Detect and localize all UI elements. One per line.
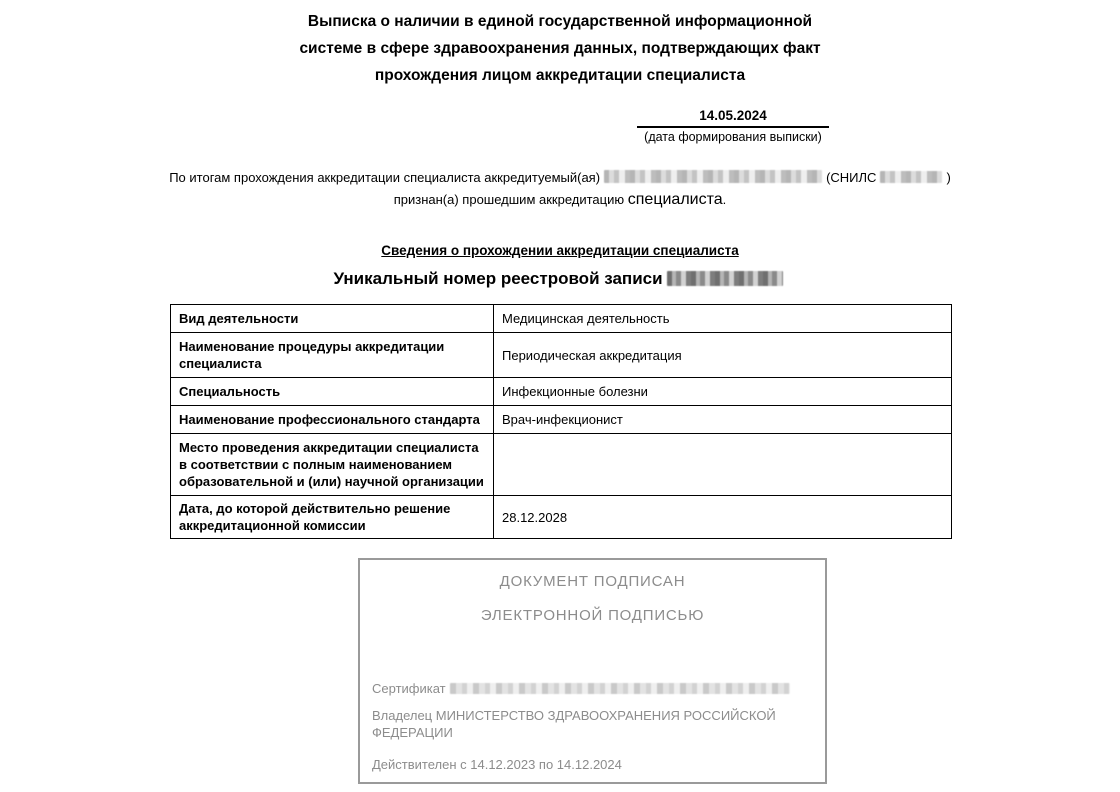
formation-date-block xyxy=(637,108,829,144)
signature-heading-line-1: ДОКУМЕНТ ПОДПИСАН xyxy=(499,573,686,590)
intro-specialist-emphasis: специалиста xyxy=(627,191,723,208)
row-value-procedure-name: Периодическая аккредитация xyxy=(494,333,952,378)
row-value-accreditation-place xyxy=(494,434,952,496)
signature-heading-line-2: ЭЛЕКТРОННОЙ ПОДПИСЬЮ xyxy=(480,607,705,624)
intro-paragraph xyxy=(0,167,1120,211)
row-label-professional-standard: Наименование профессионального стандарта xyxy=(171,406,494,434)
table-row xyxy=(171,305,952,333)
redacted-registry-number xyxy=(667,271,783,286)
signature-validity-line: Действителен с 14.12.2023 по 14.12.2024 xyxy=(372,757,622,772)
document-title-line-2: системе в сфере здравоохранения данных, подтверждающих факт xyxy=(299,40,821,57)
intro-period: . xyxy=(722,192,727,207)
table-row xyxy=(171,406,952,434)
table-row xyxy=(171,434,952,496)
row-value-professional-standard: Врач-инфекционист xyxy=(494,406,952,434)
redacted-certificate-number xyxy=(450,683,790,694)
registry-number-label: Уникальный номер реестровой записи xyxy=(333,269,663,288)
certificate-label: Сертификат xyxy=(372,681,446,696)
row-value-valid-until-date: 28.12.2028 xyxy=(494,496,952,539)
snils-label: (СНИЛС xyxy=(826,170,877,185)
intro-text-before-name: По итогам прохождения аккредитации специалиста аккредитуемый(ая) xyxy=(169,170,601,185)
accreditation-details-table xyxy=(170,304,952,539)
document-title xyxy=(0,8,1120,89)
section-title: Сведения о прохождении аккредитации специалиста xyxy=(381,243,739,258)
row-label-valid-until-date: Дата, до которой действительно решение аккредитационной комиссии xyxy=(171,496,494,539)
row-value-activity-type: Медицинская деятельность xyxy=(494,305,952,333)
row-label-accreditation-place: Место проведения аккредитации специалиста в соответствии с полным наименованием образовательной и (или) научной организации xyxy=(171,434,494,496)
electronic-signature-stamp xyxy=(358,558,827,784)
table-row xyxy=(171,333,952,378)
document-title-line-3: прохождения лицом аккредитации специалиста xyxy=(374,67,746,84)
row-label-procedure-name: Наименование процедуры аккредитации специалиста xyxy=(171,333,494,378)
intro-line-2 xyxy=(0,189,1120,211)
intro-line-1 xyxy=(0,167,1120,189)
document-title-line-1: Выписка о наличии в единой государственной информационной xyxy=(307,13,813,30)
row-value-specialty: Инфекционные болезни xyxy=(494,378,952,406)
row-label-specialty: Специальность xyxy=(171,378,494,406)
signature-certificate-line xyxy=(372,680,813,697)
formation-date-caption: (дата формирования выписки) xyxy=(644,130,822,144)
signature-owner-line: Владелец МИНИСТЕРСТВО ЗДРАВООХРАНЕНИЯ РОССИЙСКОЙ ФЕДЕРАЦИИ xyxy=(372,708,776,740)
snils-close-paren: ) xyxy=(946,170,951,185)
redacted-accreditee-name xyxy=(604,170,822,183)
intro-text-recognized: признан(а) прошедшим аккредитацию xyxy=(393,192,625,207)
table-row xyxy=(171,496,952,539)
registry-number-line xyxy=(0,269,1120,289)
table-row xyxy=(171,378,952,406)
formation-date-value: 14.05.2024 xyxy=(637,108,829,128)
redacted-snils-number xyxy=(880,171,942,183)
row-label-activity-type: Вид деятельности xyxy=(171,305,494,333)
